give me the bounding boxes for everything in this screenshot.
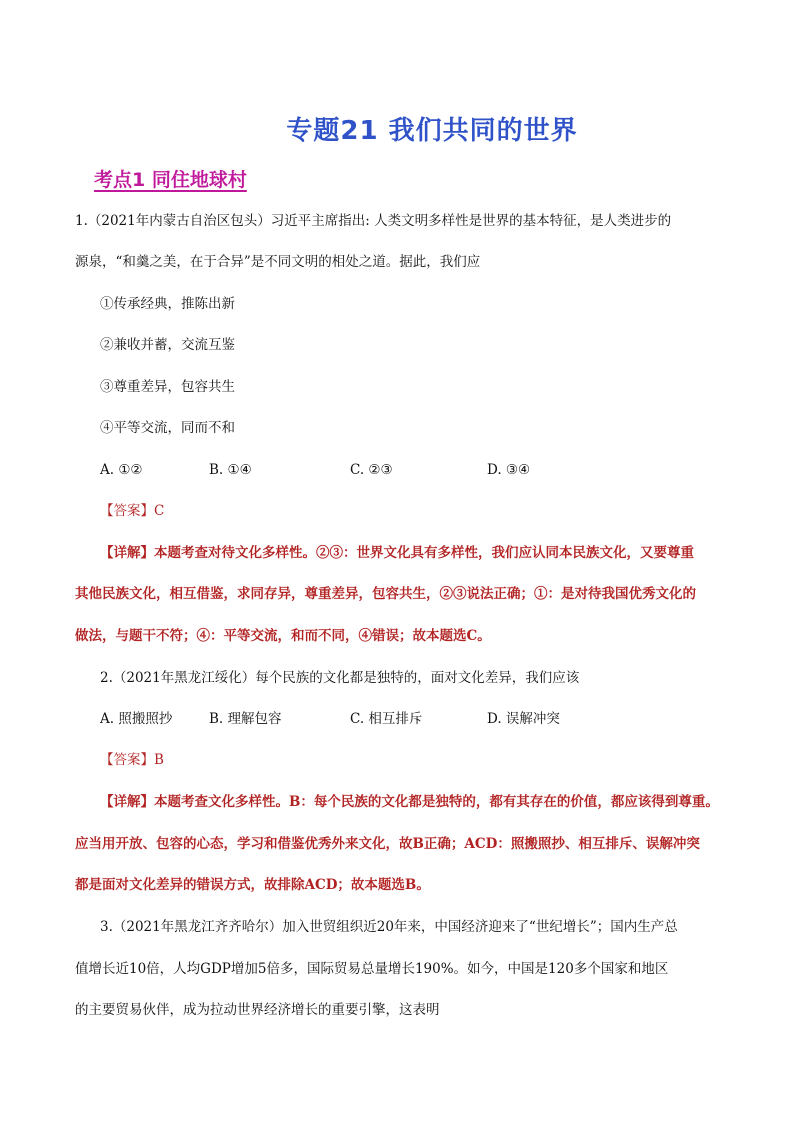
q1-item-4: ④平等交流，同而不和	[100, 420, 235, 436]
q3-stem-line2: 值增长近10倍，人均GDP增加5倍多，国际贸易总量增长190%。如今，中国是120多个国家和地区	[75, 961, 669, 977]
q2-option-a: A. 照搬照抄	[100, 711, 173, 727]
q1-option-d: D. ③④	[487, 462, 531, 478]
q2-answer: 【答案】B	[100, 752, 164, 768]
q2-stem-line1: 2.（2021年黑龙江绥化）每个民族的文化都是独特的，面对文化差异，我们应该	[100, 670, 580, 686]
q2-option-c: C. 相互排斥	[350, 711, 423, 727]
q3-stem-line1: 3.（2021年黑龙江齐齐哈尔）加入世贸组织近20年来，中国经济迎来了“世纪增长”；国内生产总	[100, 919, 678, 935]
q2-detail-line3: 都是面对文化差异的错误方式，故排除ACD；故本题选B。	[75, 877, 430, 893]
q1-detail-line3: 做法，与题干不符；④：平等交流，和而不同，④错误；故本题选C。	[75, 628, 491, 644]
q1-detail-line2: 其他民族文化，相互借鉴，求同存异，尊重差异，包容共生，②③说法正确；①：是对待我国优秀文化的	[75, 586, 696, 602]
q2-detail-line2: 应当用开放、包容的心态，学习和借鉴优秀外来文化，故B正确；ACD：照搬照抄、相互排斥、误解冲突	[75, 836, 700, 852]
q2-option-d: D. 误解冲突	[487, 711, 560, 727]
q1-item-1: ①传承经典，推陈出新	[100, 296, 235, 312]
q1-stem-line1: 1.（2021年内蒙古自治区包头）习近平主席指出: 人类文明多样性是世界的基本特征，是人类进步的	[75, 213, 672, 229]
q1-item-2: ②兼收并蓄，交流互鉴	[100, 337, 235, 353]
q1-answer: 【答案】C	[100, 503, 165, 519]
q1-detail-line1: 【详解】本题考查对待文化多样性。②③：世界文化具有多样性，我们应认同本民族文化，又要尊重	[100, 545, 694, 561]
q2-detail-line1: 【详解】本题考查文化多样性。B：每个民族的文化都是独特的，都有其存在的价值，都应该得到尊重。	[100, 794, 719, 810]
q2-option-b: B. 理解包容	[209, 711, 282, 727]
q1-option-a: A. ①②	[100, 462, 143, 478]
q1-option-c: C. ②③	[350, 462, 393, 478]
section-heading: 考点1 同住地球村	[94, 169, 247, 191]
q1-item-3: ③尊重差异，包容共生	[100, 379, 235, 395]
q3-stem-line3: 的主要贸易伙伴，成为拉动世界经济增长的重要引擎，这表明	[75, 1002, 440, 1018]
q1-stem-line2: 源泉，“和羹之美，在于合异”是不同文明的相处之道。据此，我们应	[75, 254, 481, 270]
q1-option-b: B. ①④	[209, 462, 252, 478]
page-title: 专题21 我们共同的世界	[286, 116, 578, 146]
